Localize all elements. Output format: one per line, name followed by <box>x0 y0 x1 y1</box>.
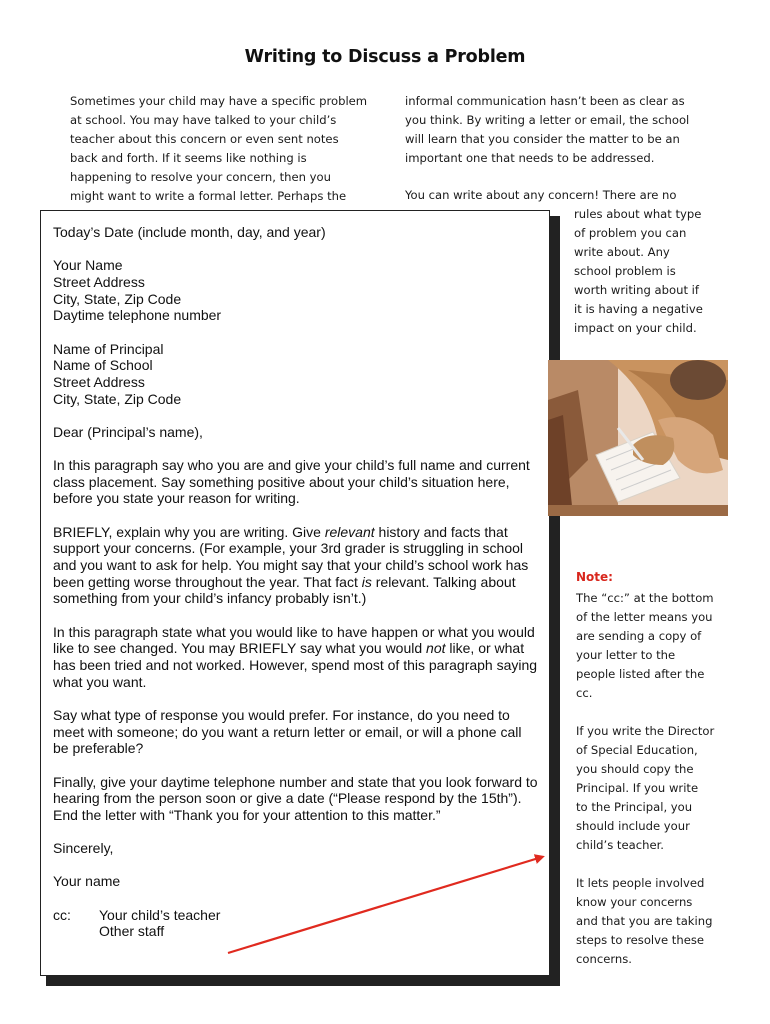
recipient-line: Name of Principal <box>53 340 164 357</box>
letter-paragraph-5: Finally, give your daytime telephone number and state that you look forward to hearing from the person soon or give a date (“Please respond by the 15th”). End the letter with “Thank you for your attention to this matter.” <box>53 773 538 823</box>
cc-label: cc: <box>53 906 71 923</box>
recipient-line: City, State, Zip Code <box>53 390 182 407</box>
recipient-line: Street Address <box>53 373 145 390</box>
sender-line: Street Address <box>53 273 145 290</box>
sender-line: Your Name <box>53 257 123 274</box>
cc-list <box>99 907 220 940</box>
letter-paragraph-1: In this paragraph say who you are and give your child’s full name and current class placement. Say something positive about your child’s situation here, before you state your reason for writing. <box>53 457 530 507</box>
sender-line: Daytime telephone number <box>53 307 222 324</box>
letter-salutation: Dear (Principal’s name), <box>53 423 203 440</box>
letter-sender-block <box>53 257 539 324</box>
letter-paragraph-3 <box>53 624 539 691</box>
cc-item: Your child’s teacher <box>99 906 221 923</box>
para2-text: history and facts that support your concerns. (For example, your 3rd grader is struggling in school and you want to ask for help. You might say that your child’s school work has been getting worse throughout the year. That fact <box>53 523 529 590</box>
para3-text: like, or what has been tried and not worked. However, spend most of this paragraph saying what you want. <box>53 640 538 690</box>
writing-photo <box>548 360 728 516</box>
note-cc-text: The “cc:” at the bottom of the letter means you are sending a copy of your letter to the people listed after the cc. <box>576 591 714 700</box>
letter-paragraph-2 <box>53 524 539 608</box>
note-director-text: If you write the Director of Special Education, you should copy the Principal. If you write to the Principal, you should include your child’s teacher. <box>576 724 715 852</box>
note-involved-text: It lets people involved know your concerns and that you are taking steps to resolve these concerns. <box>576 876 713 966</box>
intro-concern-text: You can write about any concern! There are no <box>405 188 677 202</box>
intro-left-text: Sometimes your child may have a specific problem at school. You may have talked to your child’s teacher about this concern or even sent notes back and forth. If it seems like nothing is happening to resolve your concern, then you might want to write a formal letter. Perhaps the <box>70 94 368 203</box>
sender-line: City, State, Zip Code <box>53 290 182 307</box>
para3-emphasis: not <box>426 640 446 657</box>
para2-text: relevant. Talking about something from your child’s infancy probably isn’t.) <box>53 573 516 607</box>
page-title: Writing to Discuss a Problem <box>244 47 526 67</box>
para2-emphasis: relevant <box>324 523 375 540</box>
letter-signature: Your name <box>53 873 121 890</box>
recipient-line: Name of School <box>53 357 153 374</box>
sample-letter <box>40 210 550 976</box>
letter-closing: Sincerely, <box>53 840 114 857</box>
cc-item: Other staff <box>99 923 165 940</box>
intro-right-text: informal communication hasn’t been as clear as you think. By writing a letter or email, the school will learn that you consider the matter to be an important one that needs to be addressed. <box>405 94 690 165</box>
letter-cc <box>53 907 539 940</box>
letter-recipient-block <box>53 341 539 408</box>
note-label: Note: <box>576 570 613 584</box>
para2-text: BRIEFLY, explain why you are writing. Give <box>53 523 325 540</box>
para2-emphasis: is <box>361 573 372 590</box>
sidebar-concern-text: rules about what type of problem you can write about. Any school problem is worth writing about if it is having a negative impact on your child. <box>574 207 703 335</box>
para3-text: In this paragraph state what you would like to have happen or what you would like to see changed. You may BRIEFLY say what you would <box>53 623 535 657</box>
letter-paragraph-4: Say what type of response you would prefer. For instance, do you need to meet with someone; do you want a return letter or email, or will a phone call be preferable? <box>53 706 522 757</box>
photo-illustration <box>548 360 728 516</box>
letter-date: Today’s Date (include month, day, and year) <box>53 224 326 240</box>
